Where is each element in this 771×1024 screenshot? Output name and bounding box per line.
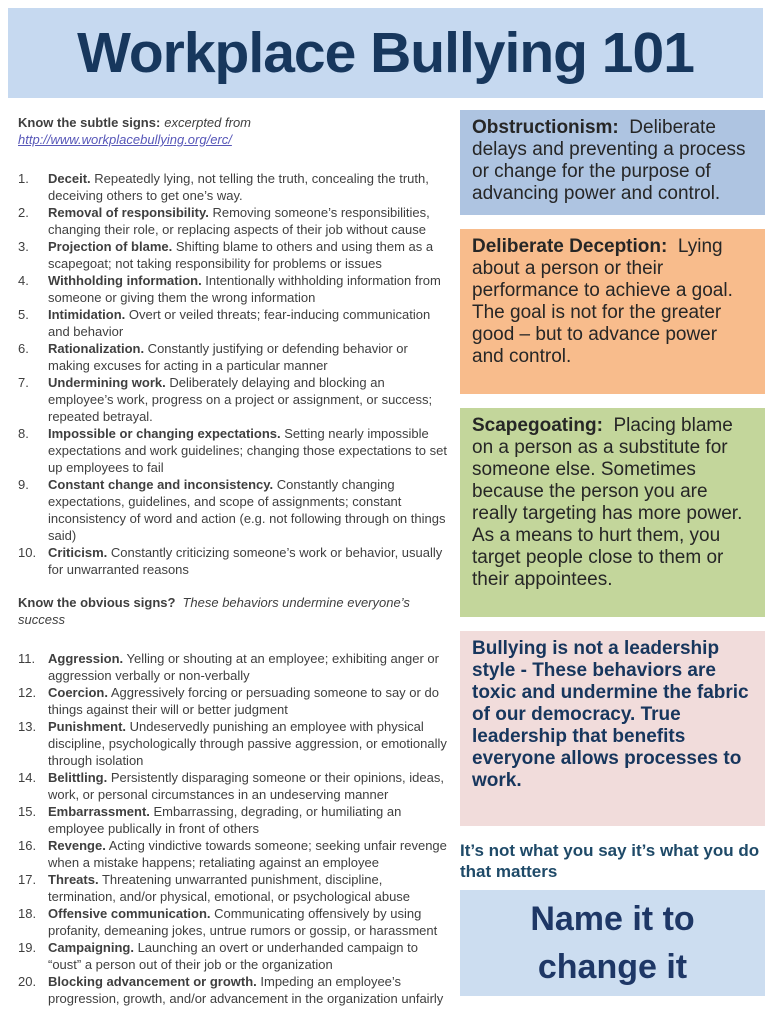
item-text: Impossible or changing expectations. Setting nearly impossible expectations and work guidelines; changing those expectations to set up employees to fail	[48, 426, 447, 475]
item-term: Constant change and inconsistency.	[48, 477, 274, 492]
item-number: 15.	[18, 804, 37, 819]
item-term: Removal of responsibility.	[48, 205, 209, 220]
item-number: 20.	[18, 974, 37, 989]
sign-item	[18, 837, 448, 871]
item-text: Constant change and inconsistency. Constantly changing expectations, guidelines, and scope of assignments; constant inconsistency of word and action (e.g. not following through on things said)	[48, 477, 446, 543]
sign-item	[18, 425, 448, 476]
sign-item	[18, 684, 448, 718]
item-number: 11.	[18, 651, 36, 666]
sign-item	[18, 718, 448, 769]
item-text: Removal of responsibility. Removing someone’s responsibilities, changing their role, or replacing aspects of their job without cause	[48, 205, 430, 237]
intro	[18, 114, 448, 148]
cta-box	[460, 890, 765, 996]
callout-term: Scapegoating:	[472, 415, 603, 436]
sign-item	[18, 973, 448, 1007]
sign-item	[18, 650, 448, 684]
item-term: Campaigning.	[48, 940, 134, 955]
item-text: Rationalization. Constantly justifying or defending behavior or making excuses for acting in a particular manner	[48, 341, 408, 373]
item-text: Punishment. Undeservedly punishing an employee with physical discipline, psychologically through passive aggression, or emotionally through isolation	[48, 719, 447, 768]
item-term: Embarrassment.	[48, 804, 150, 819]
item-term: Blocking advancement or growth.	[48, 974, 257, 989]
sign-item	[18, 803, 448, 837]
item-number: 2.	[18, 205, 29, 220]
obvious-lead: Know the obvious signs?	[18, 595, 176, 610]
item-text: Deceit. Repeatedly lying, not telling the truth, concealing the truth, deceiving others to get one’s way.	[48, 171, 429, 203]
sign-item	[18, 238, 448, 272]
callout-box: Deliberate Deception: Lying about a person or their performance to achieve a goal. The goal is not for the greater good – but to advance power and control.	[460, 229, 765, 394]
sign-item	[18, 939, 448, 973]
item-term: Criticism.	[48, 545, 108, 560]
sign-item	[18, 871, 448, 905]
item-text: Blocking advancement or growth. Impeding an employee’s progression, growth, and/or advancement in the organization unfairly	[48, 974, 444, 1006]
item-text: Belittling. Persistently disparaging someone or their opinions, ideas, work, or personal circumstances in an undeserving manner	[48, 770, 444, 802]
obvious-heading	[18, 594, 448, 628]
item-number: 8.	[18, 426, 29, 441]
item-number: 16.	[18, 838, 37, 853]
item-term: Aggression.	[48, 651, 124, 666]
item-number: 19.	[18, 940, 37, 955]
item-term: Belittling.	[48, 770, 108, 785]
sign-item	[18, 204, 448, 238]
item-term: Rationalization.	[48, 341, 145, 356]
item-number: 4.	[18, 273, 29, 288]
subtle-signs-list	[18, 170, 448, 578]
intro-note: excerpted from	[164, 115, 251, 130]
callout-term: Obstructionism:	[472, 117, 619, 138]
item-number: 6.	[18, 341, 29, 356]
item-term: Intimidation.	[48, 307, 126, 322]
item-text: Coercion. Aggressively forcing or persuading someone to say or do things against their will or better judgment	[48, 685, 439, 717]
item-text: Offensive communication. Communicating offensively by using profanity, demeaning jokes, untrue rumors or gossip, or harassment	[48, 906, 438, 938]
intro-lead: Know the subtle signs:	[18, 115, 161, 130]
item-number: 10.	[18, 545, 37, 560]
item-term: Threats.	[48, 872, 99, 887]
item-number: 17.	[18, 872, 37, 887]
item-number: 18.	[18, 906, 37, 921]
left-column	[18, 114, 448, 1007]
cta-line2: change it	[537, 948, 688, 986]
sign-item	[18, 769, 448, 803]
page-title: Workplace Bullying 101	[77, 21, 694, 85]
item-term: Projection of blame.	[48, 239, 173, 254]
sign-item	[18, 340, 448, 374]
callout-box: Scapegoating: Placing blame on a person as a substitute for someone else. Sometimes because the person you are really targeting has more power. As a means to hurt them, you target people close to them or their appointees.	[460, 408, 765, 617]
sign-item	[18, 374, 448, 425]
sign-item	[18, 306, 448, 340]
right-column	[460, 110, 765, 996]
obvious-note: These behaviors undermine everyone’s success	[18, 595, 410, 627]
page-header	[8, 8, 763, 98]
item-term: Deceit.	[48, 171, 91, 186]
sign-item	[18, 905, 448, 939]
item-term: Offensive communication.	[48, 906, 211, 921]
item-number: 1.	[18, 171, 29, 186]
item-text: Threats. Threatening unwarranted punishment, discipline, termination, and/or physical, emotional, or psychological abuse	[48, 872, 411, 904]
item-text: Aggression. Yelling or shouting at an employee; exhibiting anger or aggression verbally or non-verbally	[48, 651, 439, 683]
item-number: 7.	[18, 375, 29, 390]
item-number: 3.	[18, 239, 29, 254]
callout-term: Deliberate Deception:	[472, 236, 668, 257]
item-text: Withholding information. Intentionally withholding information from someone or giving them the wrong information	[48, 273, 441, 305]
item-number: 5.	[18, 307, 29, 322]
item-term: Withholding information.	[48, 273, 202, 288]
item-term: Punishment.	[48, 719, 127, 734]
item-text: Undermining work. Deliberately delaying and blocking an employee’s work, progress on a project or assignment, or success; repeated betrayal.	[48, 375, 433, 424]
item-number: 13.	[18, 719, 37, 734]
callout-boxes	[460, 110, 765, 826]
item-number: 14.	[18, 770, 37, 785]
item-text: Embarrassment. Embarrassing, degrading, or humiliating an employee publically in front of others	[48, 804, 402, 836]
sign-item	[18, 544, 448, 578]
cta-line1: Name it to	[530, 900, 695, 938]
item-term: Coercion.	[48, 685, 108, 700]
item-text: Campaigning. Launching an overt or underhanded campaign to “oust” a person out of their job or the organization	[48, 940, 418, 972]
source-link[interactable]: http://www.workplacebullying.org/erc/	[18, 132, 232, 147]
item-number: 12.	[18, 685, 37, 700]
item-text: Projection of blame. Shifting blame to others and using them as a scapegoat; not taking responsibility for problems or issues	[48, 239, 434, 271]
item-term: Impossible or changing expectations.	[48, 426, 281, 441]
tagline: It’s not what you say it’s what you do that matters	[460, 841, 760, 881]
item-number: 9.	[18, 477, 29, 492]
callout-box: Obstructionism: Deliberate delays and preventing a process or change for the purpose of advancing power and control.	[460, 110, 765, 215]
item-term: Revenge.	[48, 838, 106, 853]
obvious-signs-list	[18, 650, 448, 1007]
item-text: Intimidation. Overt or veiled threats; fear-inducing communication and behavior	[48, 307, 431, 339]
callout-box: Bullying is not a leadership style - These behaviors are toxic and undermine the fabric of our democracy. True leadership that benefits everyone allows processes to work.	[460, 631, 765, 826]
item-term: Undermining work.	[48, 375, 166, 390]
item-text: Criticism. Constantly criticizing someone’s work or behavior, usually for unwarranted reasons	[48, 545, 443, 577]
sign-item	[18, 476, 448, 544]
sign-item	[18, 170, 448, 204]
sign-item	[18, 272, 448, 306]
item-text: Revenge. Acting vindictive towards someone; seeking unfair revenge when a mistake happens; retaliating against an employee	[48, 838, 447, 870]
